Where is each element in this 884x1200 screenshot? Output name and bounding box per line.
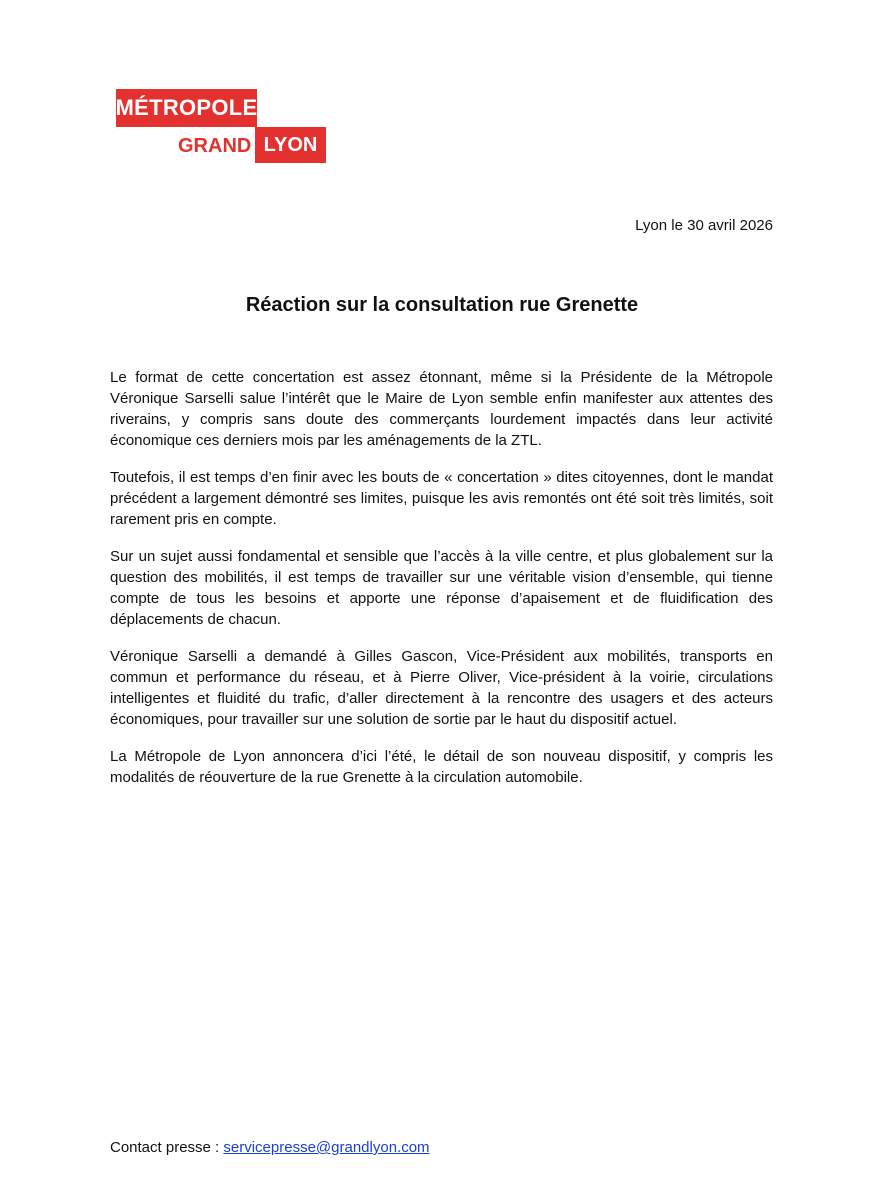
press-release-date: Lyon le 30 avril 2026 bbox=[635, 217, 773, 234]
logo-grand: GRAND bbox=[178, 135, 252, 157]
press-release-body bbox=[110, 367, 773, 804]
contact-email-link[interactable]: servicepresse@grandlyon.com bbox=[223, 1139, 430, 1156]
paragraph: Le format de cette concertation est assez étonnant, même si la Présidente de la Métropole Véronique Sarselli salue l’intérêt que le Maire de Lyon semble enfin manifester aux attentes des riverains, y compris sans doute des commerçants lourdement impactés dans leur activité économique ces derniers mois par les aménagements de la ZTL. bbox=[110, 369, 773, 449]
press-contact bbox=[110, 1139, 430, 1156]
metropole-grand-lyon-logo bbox=[116, 89, 326, 163]
paragraph: Sur un sujet aussi fondamental et sensible que l’accès à la ville centre, et plus globalement sur la question des mobilités, il est temps de travailler sur une véritable vision d’ensemble, qui tienne compte de tous les besoins et apporte une réponse d’apaisement et de fluidification des déplacements de chacun. bbox=[110, 548, 773, 628]
paragraph: Toutefois, il est temps d’en finir avec les bouts de « concertation » dites citoyennes, dont le mandat précédent a largement démontré ses limites, puisque les avis remontés ont été soit très limités, soit rarement pris en compte. bbox=[110, 469, 773, 528]
contact-label: Contact presse : bbox=[110, 1139, 220, 1156]
logo-lyon: LYON bbox=[255, 127, 326, 163]
press-release-title: Réaction sur la consultation rue Grenette bbox=[245, 294, 639, 316]
paragraph: Véronique Sarselli a demandé à Gilles Gascon, Vice-Président aux mobilités, transports en commun et performance du réseau, et à Pierre Oliver, Vice-président à la voirie, circulations intelligentes et fluidité du trafic, d’aller directement à la rencontre des usagers et des acteurs économiques, pour travailler sur une solution de sortie par le haut du dispositif actuel. bbox=[110, 648, 773, 728]
paragraph: La Métropole de Lyon annoncera d’ici l’été, le détail de son nouveau dispositif, y compris les modalités de réouverture de la rue Grenette à la circulation automobile. bbox=[110, 748, 773, 786]
logo-metropole: MÉTROPOLE bbox=[116, 89, 257, 127]
